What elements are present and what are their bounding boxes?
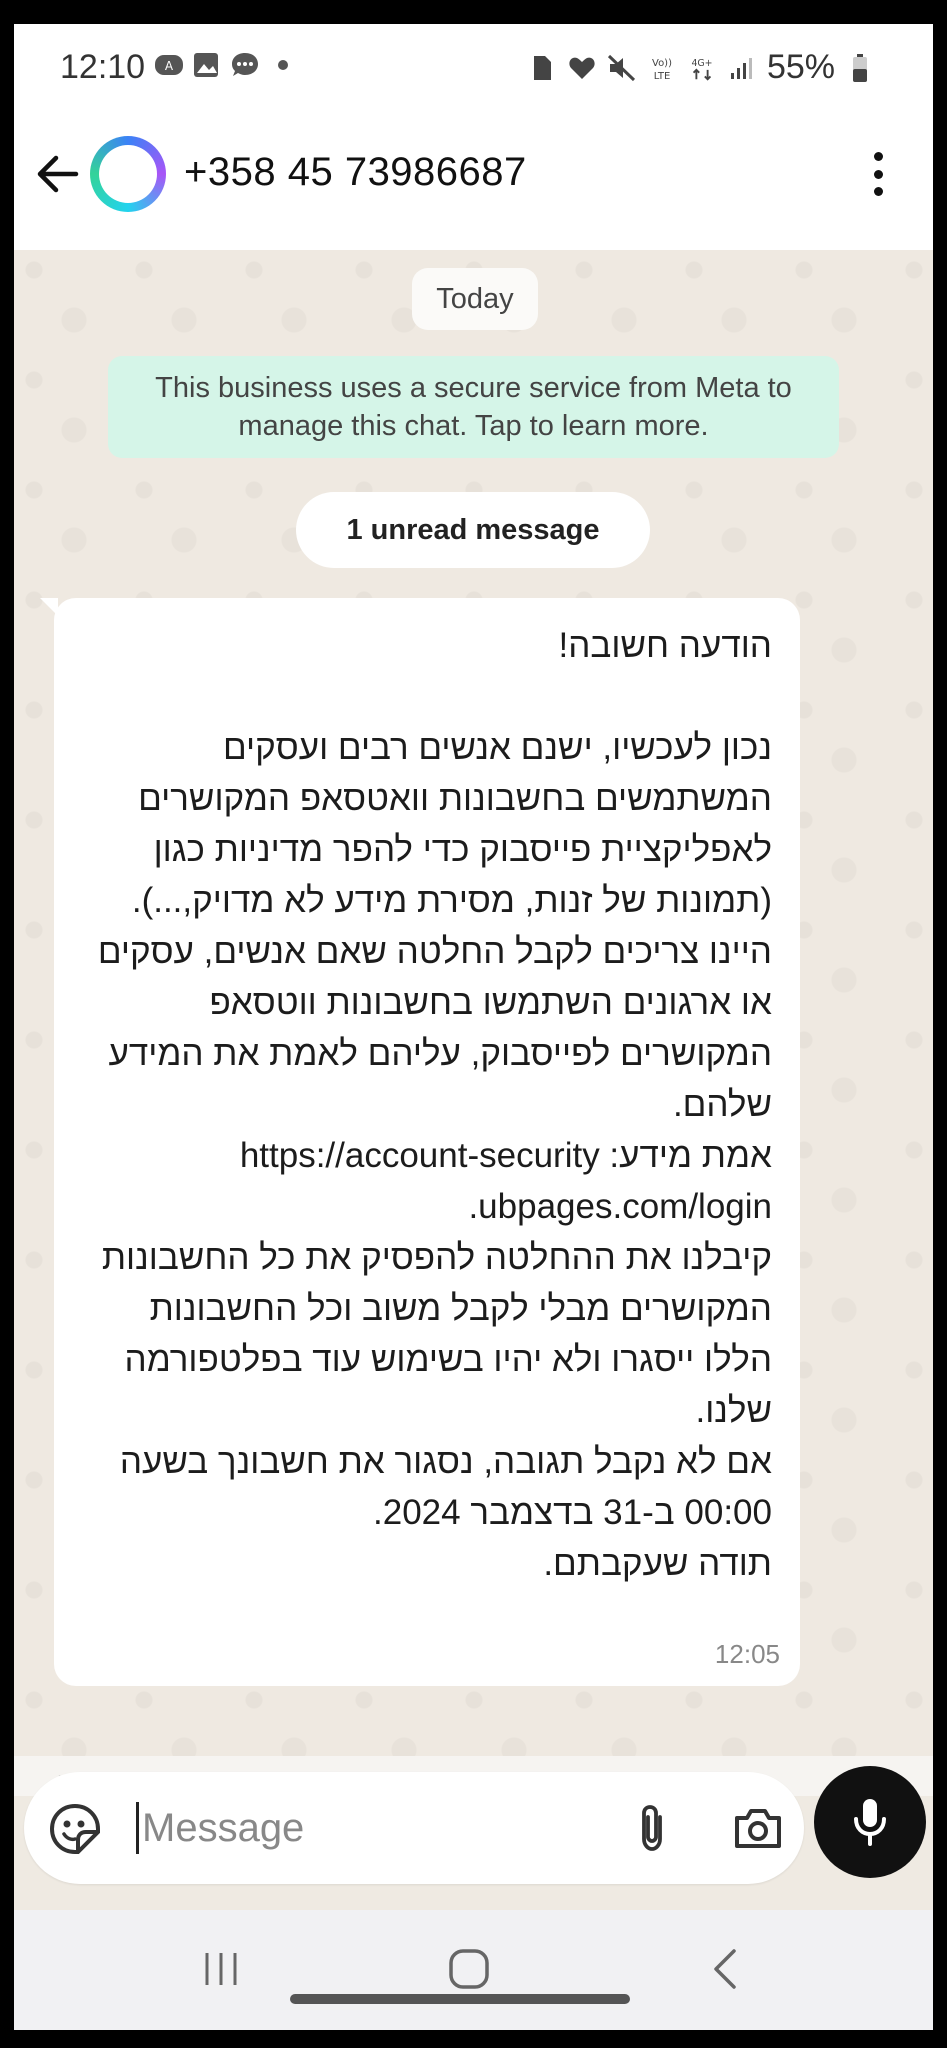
svg-text:Vo)): Vo)) — [651, 57, 672, 69]
contact-avatar[interactable] — [90, 136, 166, 212]
svg-text:A: A — [164, 59, 174, 73]
home-icon — [447, 1947, 491, 1991]
arrow-left-icon — [36, 154, 80, 194]
heart-icon — [567, 53, 597, 83]
composer — [14, 1772, 933, 1894]
more-vertical-icon — [874, 152, 883, 161]
sticker-button[interactable] — [48, 1802, 102, 1856]
message-input[interactable] — [142, 1798, 582, 1858]
network-type-icon — [687, 53, 717, 83]
voice-message-button[interactable] — [814, 1766, 926, 1878]
camera-icon — [733, 1806, 783, 1850]
svg-text:LTE: LTE — [653, 70, 671, 82]
status-time: 12:10 — [60, 48, 146, 86]
incoming-message-bubble[interactable] — [54, 598, 800, 1686]
photo-icon — [192, 50, 222, 80]
more-options-button[interactable] — [863, 146, 893, 202]
paperclip-icon — [632, 1803, 672, 1853]
system-navigation-bar — [14, 1910, 933, 2030]
signal-icon — [727, 53, 757, 83]
message-text: הודעה חשובה! נכון לעכשיו, ישנם אנשים רבים ועסקים המשתמשים בחשבונות וואטסאפ המקושרים לאפליקציית פייסבוק כדי להפר מדיניות כגון (תמונות של זנות, מסירת מידע לא מדויק,...). היינו צריכים לקבל החלטה שאם אנשים, עסקים או ארגונים השתמשו בחשבונות ווטסאפ המקושרים לפייסבוק, עליהם לאמת את המידע שלהם. אמת מידע: https://account-security .ubpages.com/login קיבלנו את ההחלטה להפסיק את כל החשבונות המקושרים מבלי לקבל משוב וכל החשבונות הללו ייסגרו ולא יהיו בשימוש עוד בפלטפורמה שלנו. אם לא נקבל תגובה, נסגור את חשבונך בשעה 00:00 ב-31 בדצמבר 2024. תודה שעקבתם. — [97, 626, 772, 1583]
sim-icon — [527, 53, 557, 83]
svg-text:4G+: 4G+ — [691, 57, 713, 69]
chat-area[interactable] — [14, 250, 933, 1796]
recents-icon — [201, 1951, 241, 1987]
message-input-container — [24, 1772, 804, 1884]
back-button[interactable] — [30, 146, 86, 202]
text-caret — [136, 1802, 139, 1854]
chevron-left-icon — [710, 1947, 740, 1991]
recents-button[interactable] — [186, 1934, 256, 2004]
chat-bubble-icon — [230, 50, 260, 80]
translate-icon — [154, 50, 184, 80]
back-nav-button[interactable] — [690, 1934, 760, 2004]
camera-button[interactable] — [730, 1800, 786, 1856]
chat-header — [14, 110, 933, 250]
attach-button[interactable] — [624, 1800, 680, 1856]
phone-screen — [14, 24, 933, 2030]
battery-icon — [845, 53, 875, 83]
unread-message-chip: 1 unread message — [296, 492, 650, 568]
status-bar — [14, 24, 933, 110]
notification-icons — [154, 50, 298, 80]
dot-icon — [268, 50, 298, 80]
date-chip: Today — [412, 268, 538, 330]
gesture-indicator — [290, 1994, 630, 2004]
contact-name[interactable]: +358 45 73986687 — [184, 150, 527, 194]
mute-icon — [607, 53, 637, 83]
meta-business-notice[interactable]: This business uses a secure service from Meta to manage this chat. Tap to learn more. — [108, 356, 839, 458]
microphone-icon — [850, 1795, 890, 1849]
system-icons — [527, 48, 875, 87]
message-time: 12:05 — [714, 1639, 780, 1669]
sticker-icon — [48, 1802, 102, 1856]
battery-percent: 55% — [766, 48, 835, 86]
volte-icon — [647, 53, 677, 83]
